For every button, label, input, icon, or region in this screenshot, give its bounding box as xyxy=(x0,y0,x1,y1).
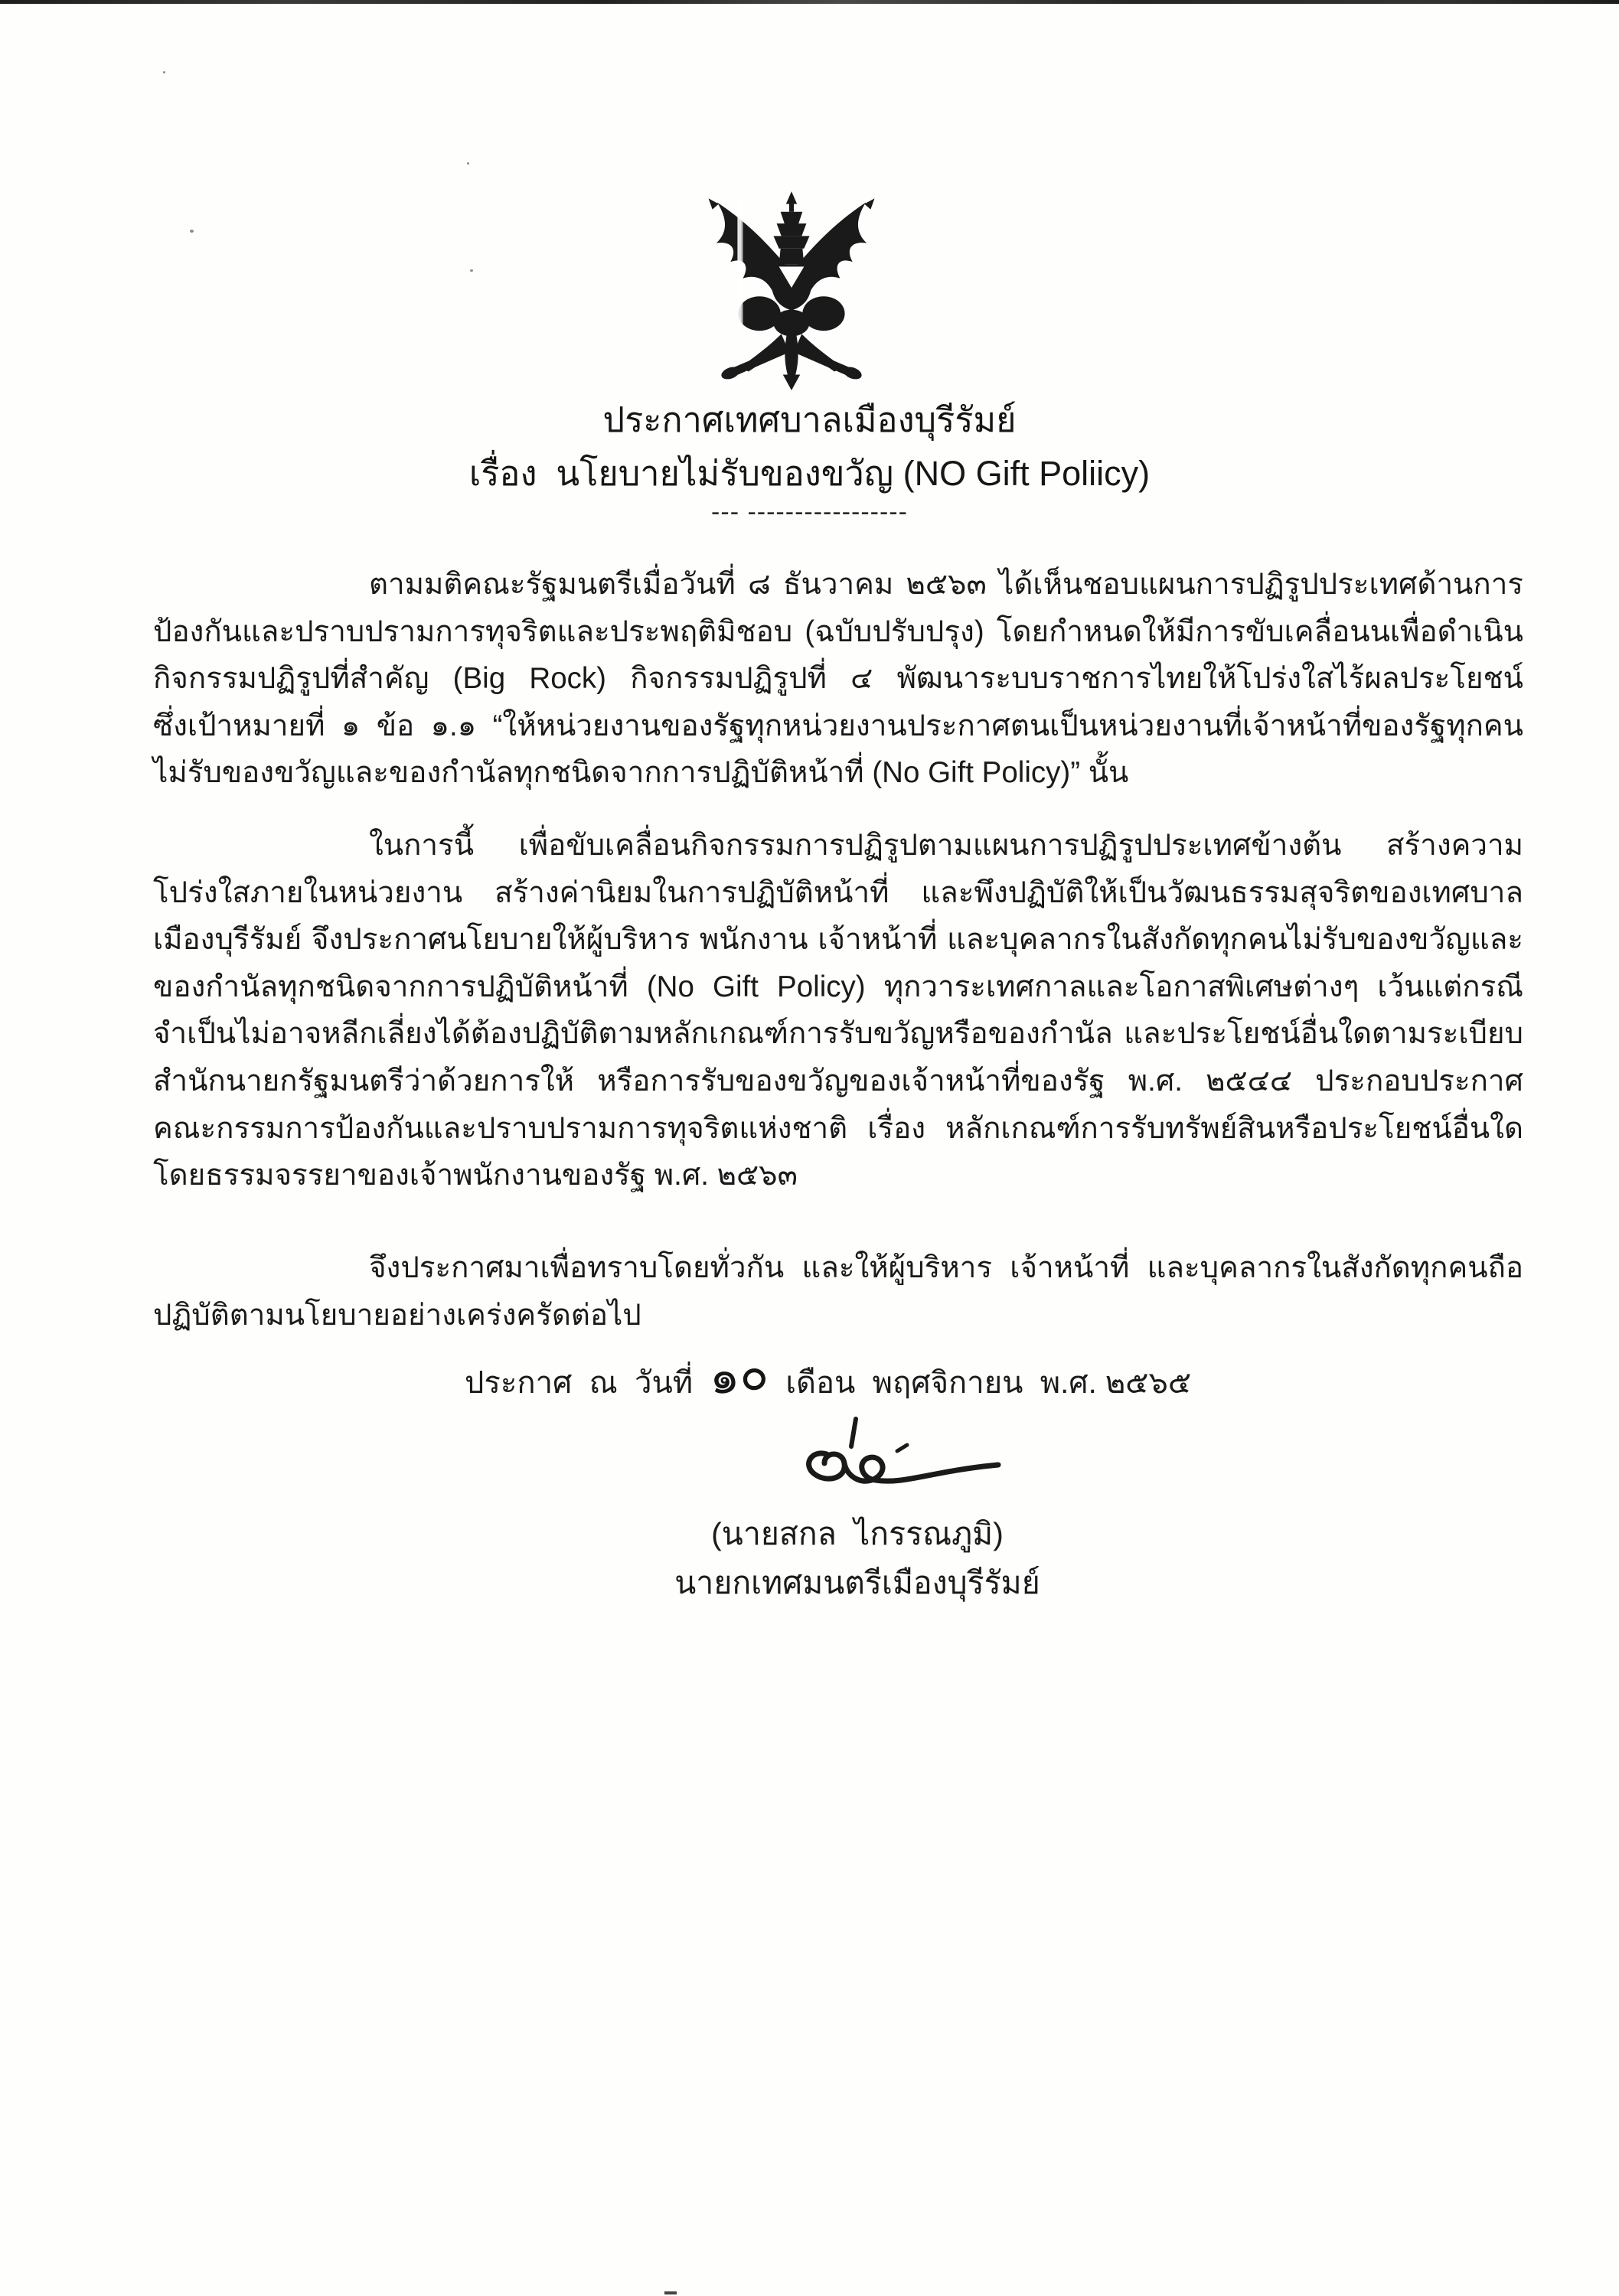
body-paragraph-3 xyxy=(153,1244,1523,1339)
signer-block xyxy=(589,1509,1125,1607)
paragraph-line: จำเป็นไม่อาจหลีกเลี่ยงได้ต้องปฏิบัติตามหลักเกณฑ์การรับขวัญหรือของกำนัล และประโยชน์อื่นใดตามระเบียบ xyxy=(153,1017,1523,1051)
scan-speck xyxy=(470,269,473,272)
announcement-date-line xyxy=(153,1346,1523,1414)
paragraph-line: ไม่รับของขวัญและของกำนัลทุกชนิดจากการปฏิบัติหน้าที่ (No Gift Policy)” นั้น xyxy=(153,756,1129,790)
scan-speck xyxy=(163,71,165,73)
paragraph-line: ป้องกันและปราบปรามการทุจริตและประพฤติมิชอบ (ฉบับปรับปรุง) โดยกำหนดให้มีการขับเคลื่อนนเพื่อดำเนิน xyxy=(153,615,1523,648)
scan-artifact-bottom-mark xyxy=(664,2291,677,2294)
paragraph-line: ของกำนัลทุกชนิดจากการปฏิบัติหน้าที่ (No Gift Policy) ทุกวาระเทศกาลและโอกาสพิเศษต่างๆ เว้นแต่กรณี xyxy=(153,970,1523,1003)
paragraph-line: โปร่งใสภายในหน่วยงาน สร้างค่านิยมในการปฏิบัติหน้าที่ และพึงปฏิบัติให้เป็นวัฒนธรรมสุจริตของเทศบาล xyxy=(153,876,1523,909)
body-paragraph-1 xyxy=(153,561,1523,797)
paragraph-line: โดยธรรมจรรยาของเจ้าพนักงานของรัฐ พ.ศ. ๒๕๖๓ xyxy=(153,1159,798,1192)
paragraph-line: จึงประกาศมาเพื่อทราบโดยทั่วกัน และให้ผู้บริหาร เจ้าหน้าที่ และบุคลากรในสังกัดทุกคนถือ xyxy=(369,1251,1523,1284)
paragraph-line: ในการนี้ เพื่อขับเคลื่อนกิจกรรมการปฏิรูปตามแผนการปฏิรูปประเทศข้างต้น สร้างความ xyxy=(369,829,1523,862)
paragraph-line: ซึ่งเป้าหมายที่ ๑ ข้อ ๑.๑ “ให้หน่วยงานของรัฐทุกหน่วยงานประกาศตนเป็นหน่วยงานที่เจ้าหน้าที่ของรัฐทุกคน xyxy=(153,709,1523,742)
signature-handwritten xyxy=(782,1416,1004,1500)
date-prefix: ประกาศ ณ วันที่ xyxy=(465,1366,694,1400)
paragraph-line: ตามมติคณะรัฐมนตรีเมื่อวันที่ ๘ ธันวาคม ๒๕๖๓ ได้เห็นชอบแผนการปฏิรูปประเทศด้านการ xyxy=(369,568,1523,601)
signer-position: นายกเทศมนตรีเมืองบุรีรัมย์ xyxy=(674,1565,1040,1600)
paragraph-line: เมืองบุรีรัมย์ จึงประกาศนโยบายให้ผู้บริหาร พนักงาน เจ้าหน้าที่ และบุคลากรในสังกัดทุกคนไม่รับของขวัญและ xyxy=(153,923,1523,957)
garuda-emblem-icon xyxy=(694,188,889,390)
date-suffix: เดือน พฤศจิกายน พ.ศ. ๒๕๖๕ xyxy=(785,1366,1192,1400)
scan-artifact-top-line xyxy=(0,0,1619,4)
handwritten-day-numeral: ๑๐ xyxy=(707,1346,772,1405)
dashed-divider: --- ----------------- xyxy=(711,497,908,527)
scan-speck xyxy=(467,162,469,165)
page-title: ประกาศเทศบาลเมืองบุรีรัมย์ xyxy=(602,400,1017,439)
paragraph-line: คณะกรรมการป้องกันและปราบปรามการทุจริตแห่งชาติ เรื่อง หลักเกณฑ์การรับทรัพย์สินหรือประโยชน์อื่นใด xyxy=(153,1111,1523,1145)
scan-speck xyxy=(190,230,194,233)
paragraph-line: กิจกรรมปฏิรูปที่สำคัญ (Big Rock) กิจกรรมปฏิรูปที่ ๔ พัฒนาระบบราชการไทยให้โปร่งใสไร้ผลประโยชน์ xyxy=(153,662,1523,696)
paragraph-line: ปฏิบัติตามนโยบายอย่างเคร่งครัดต่อไป xyxy=(153,1298,641,1332)
subject-line: เรื่อง นโยบายไม่รับของขวัญ (NO Gift Poliicy) xyxy=(468,454,1151,493)
body-paragraph-2 xyxy=(153,822,1523,1199)
signer-name: (นายสกล ไกรรณภูมิ) xyxy=(711,1516,1004,1551)
paragraph-line: สำนักนายกรัฐมนตรีว่าด้วยการให้ หรือการรับของขวัญของเจ้าหน้าที่ของรัฐ พ.ศ. ๒๕๔๔ ประกอบประกาศ xyxy=(153,1064,1523,1097)
